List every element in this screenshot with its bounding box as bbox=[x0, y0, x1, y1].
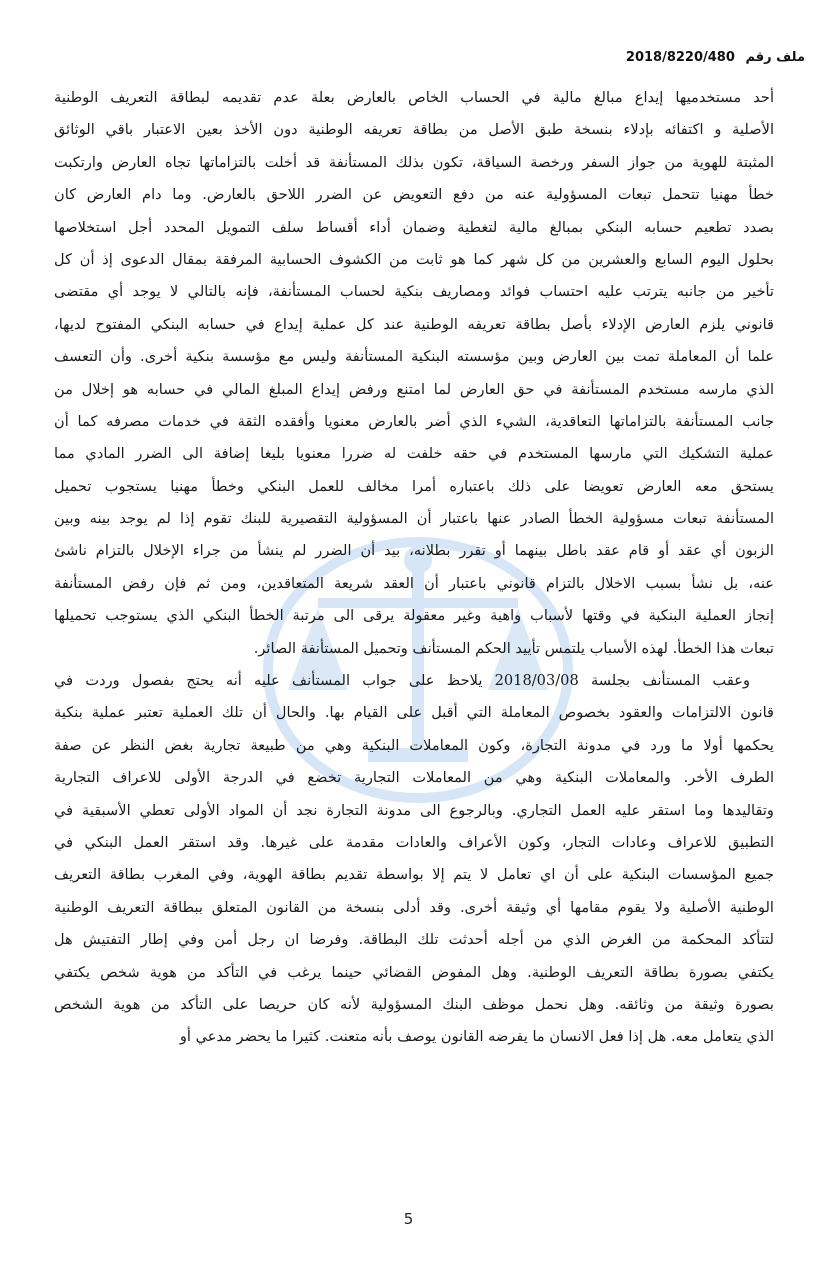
body-line: الذي مارسه مستخدم المستأنفة في حق العارض لما امتنع ورفض إيداع المبلغ المالي في حسابه هو إخلال من bbox=[54, 380, 774, 398]
body-line: الزبون أي عقد أو قام عقد باطل بينهما أو تقرر بطلانه، بيد أن الضرر لم ينشأ من جراء الإخلال بالتزام ناشئ bbox=[54, 542, 774, 560]
body-line: إنجاز العملية البنكية في وقتها لأسباب واهية وغير معقولة يرقى الى مرتبة الخطأ البنكي الذي يستوجب تحميلها bbox=[54, 607, 774, 625]
body-line: التطبيق للاعراف وعادات التجار، وكون الأعراف والعادات مقدمة على غيرها. وقد استقر العمل البنكي في bbox=[54, 833, 774, 851]
file-number-value: 2018/8220/480 bbox=[625, 50, 735, 65]
body-line: لتتأكد المحكمة من الغرض الذي من أجله أحدثت تلك البطاقة. وفرضا ان رجل أمن وفي إطار التفتيش هل bbox=[54, 931, 774, 949]
body-line: يكتفي بصورة بطاقة التعريف الوطنية. وهل المفوض القضائي حينما يرغب في التأكد من هوية شخص يكتفي bbox=[54, 963, 774, 981]
body-line: الطرف الأخر. والمعاملات البنكية وهي من المعاملات التجارية تخضع في الدرجة الأولى للاعراف التجارية bbox=[54, 769, 774, 787]
body-line: جانب المستأنفة بالتزاماتها التعاقدية، الشيء الذي أضر بالعارض معنويا وأفقده الثقة في خدمات مصرفه كما أن bbox=[54, 412, 774, 430]
file-number-header bbox=[12, 50, 805, 65]
body-line: الوطنية الأصلية ولا يقوم مقامها أي وثيقة أخرى. وقد أدلى بنسخة من القانون المتعلق ببطاقة التعريف الوطنية bbox=[54, 898, 774, 916]
body-line: بصدد تطعيم حسابه البنكي بمبالغ مالية لتغطية وضمان أداء أقساط سلف التمويل المحدد أجل استخلاصها bbox=[54, 218, 774, 236]
body-line: وعقب المستأنف بجلسة 2018/03/08 يلاحظ على جواب المستأنف عليه أنه يحتج بفصول وردت في bbox=[54, 672, 750, 690]
body-line: بحلول اليوم السابع والعشرين من كل شهر كما هو ثابت من الكشوف الحسابية المرفقة بمقال الدعوى إذ أن كل bbox=[54, 250, 774, 268]
body-line: وتقاليدها وما استقر عليه العمل التجاري. وبالرجوع الى مدونة التجارة نجد أن المواد الأولى تعطي الأسبقية في bbox=[54, 801, 774, 819]
body-line: تأخير من جانبه يترتب عليه احتساب فوائد ومصاريف بنكية لحساب المستأنفة، فإنه بالتالي لا يوجد أي مقتضى bbox=[54, 283, 774, 301]
body-line: الذي يتعامل معه. هل إذا فعل الانسان ما يفرضه القانون يوصف بأنه متعنت. كثيرا ما يحضر مدعي أو bbox=[179, 1028, 774, 1046]
body-line: يحكمها أولا ما ورد في مدونة التجارة، وكون المعاملات البنكية وهي من طبيعة تجارية بغض النظر عن صفة bbox=[54, 736, 774, 754]
body-line: بصورة وثيقة من وثائقه. وهل نحمل موظف البنك المسؤولية لأنه كان حريصا على التأكد من هوية الشخص bbox=[54, 995, 774, 1013]
body-line: جميع المؤسسات البنكية على أن اي تعامل لا يتم إلا بواسطة تقديم بطاقة الهوية، وفي المغرب بطاقة التعريف bbox=[54, 866, 774, 884]
page-number: 5 bbox=[403, 1210, 414, 1228]
file-number-label: ملف رقم bbox=[745, 50, 805, 65]
body-line: المثبتة للهوية من جواز السفر ورخصة السياقة، تكون بذلك المستأنفة قد أخلت بالتزاماتها تجاه العارض وارتكبت bbox=[54, 153, 774, 171]
body-line: قانون الالتزامات والعقود بخصوص المعاملة التي أقبل على القيام بها. والحال أن تلك العملية تعتبر عملية بنكية bbox=[54, 704, 774, 722]
body-line: عملية التشكيك التي مارسها المستخدم في حقه خلفت له ضررا معنويا بليغا إضافة الى الضرر المادي مما bbox=[54, 445, 774, 463]
body-line: المستأنفة تبعات مسؤولية الخطأ الصادر عنها باعتبار أن المسؤولية التقصيرية للبنك تقوم إذا لم يوجد بينه وبين bbox=[54, 510, 774, 528]
body-line: الأصلية و اكتفائه بإدلاء بنسخة طبق الأصل من بطاقة تعريفه الوطنية دون الأخذ بعين الاعتبار باقي الوثائق bbox=[54, 121, 774, 139]
body-line: خطأ مهنيا تتحمل تبعات المسؤولية عنه من دفع التعويض عن الضرر اللاحق بالعارض. وما دام العارض كان bbox=[54, 186, 774, 204]
document-body bbox=[54, 82, 774, 1054]
body-line: أحد مستخدميها إيداع مبالغ مالية في الحساب الخاص بالعارض بعلة عدم تقديمه لبطاقة التعريف الوطنية bbox=[54, 89, 774, 106]
body-line: تبعات هذا الخطأ. لهذه الأسباب يلتمس تأييد الحكم المستأنف وتحميل المستأنفة الصائر. bbox=[253, 639, 774, 657]
body-line: قانوني يلزم العارض الإدلاء بأصل بطاقة تعريفه الوطنية عند كل عملية إيداع في حسابه البنكي المفتوح لديها، bbox=[54, 315, 774, 333]
body-line: علما أن المعاملة تمت بين العارض وبين مؤسسته البنكية المستأنفة وليس مع مؤسسة بنكية أخرى. وأن التعسف bbox=[54, 348, 774, 366]
body-line: يستحق معه العارض تعويضا على ذلك باعتباره أمرا مخالف للعمل البنكي وخطأ مهنيا يستجوب تحميل bbox=[54, 477, 774, 495]
body-line: عنه، بل نشأ بسبب الاخلال بالتزام قانوني باعتبار أن العقد شريعة المتعاقدين، ومن ثم فإن رفض المستأنفة bbox=[54, 574, 774, 592]
